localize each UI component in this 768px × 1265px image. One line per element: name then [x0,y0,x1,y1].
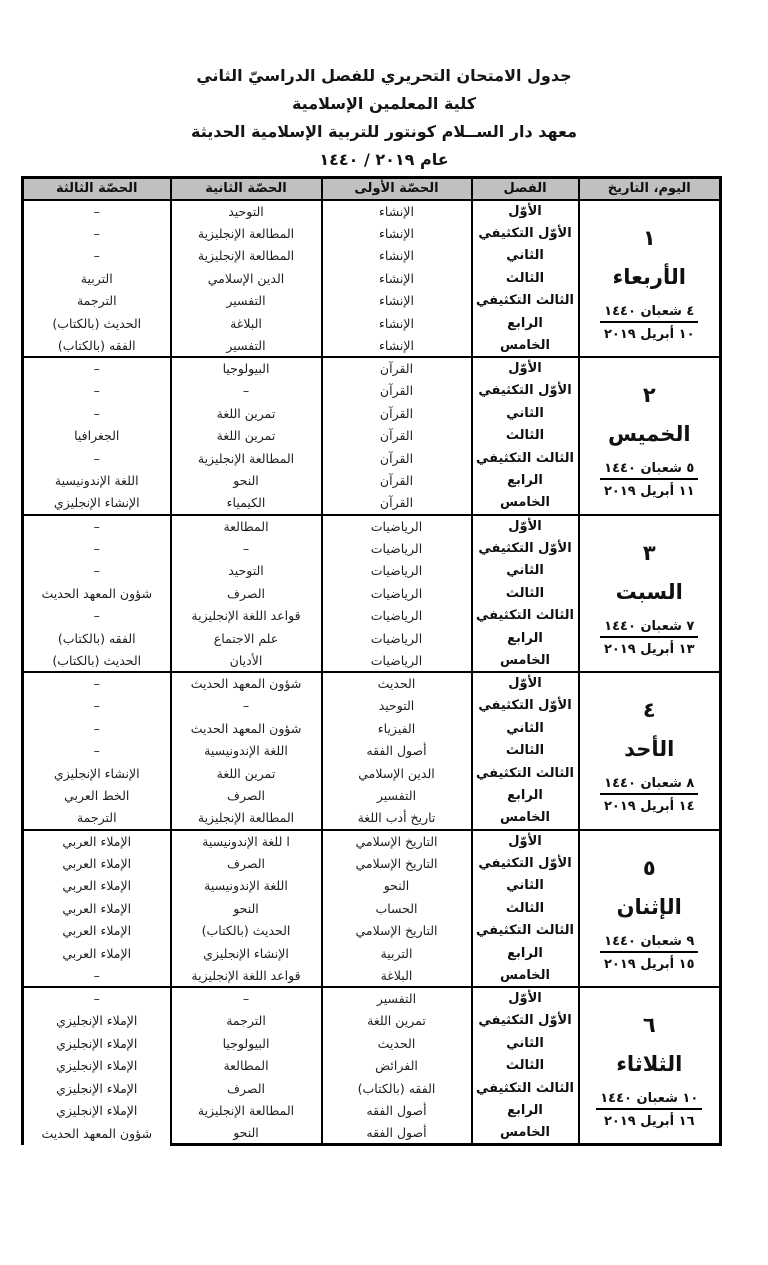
period-2-subject: اللغة الإندونيسية [171,740,322,763]
period-3-subject: – [23,537,171,560]
period-1-subject: النحو [322,875,472,898]
period-2-subject: البلاغة [171,312,322,335]
day-number: ٥ [642,855,656,880]
exam-schedule-table [21,176,722,1146]
class-cell: الأوّل التكثيفي [472,537,579,560]
day-number: ٣ [642,540,656,565]
period-2-subject: التفسير [171,290,322,313]
class-cell: الخامس [472,1122,579,1145]
schedule-row [23,515,721,538]
hijri-date [580,461,720,480]
schedule-row [23,357,721,380]
day-date-cell [579,830,721,988]
period-2-subject: اللغة الإندونيسية [171,875,322,898]
class-cell: الثالث [472,267,579,290]
class-cell: الثالث [472,425,579,448]
period-1-subject: الحساب [322,897,472,920]
day-block-2 [23,357,721,515]
class-cell: الأوّل [472,357,579,380]
hijri-date [580,304,720,323]
period-1-subject: تمرين اللغة [322,1010,472,1033]
period-1-subject: القرآن [322,357,472,380]
period-1-subject: البلاغة [322,965,472,988]
period-1-subject: القرآن [322,470,472,493]
period-3-subject: الحديث (بالكتاب) [23,312,171,335]
day-name: السبت [615,579,683,604]
class-cell: الأوّل [472,672,579,695]
class-cell: الثالث التكثيفي [472,290,579,313]
period-3-subject: الإملاء الإنجليزي [23,1055,171,1078]
class-cell: الخامس [472,335,579,358]
day-date-cell [579,200,721,358]
period-2-subject: الصرف [171,852,322,875]
class-cell: الثاني [472,402,579,425]
period-3-subject: الترجمة [23,807,171,830]
period-2-subject: ا للغة الإندونيسية [171,830,322,853]
period-1-subject: الرياضيات [322,650,472,673]
period-1-subject: أصول الفقه [322,1100,472,1123]
class-cell: الثالث [472,582,579,605]
gregorian-date: ١١ أبريل ٢٠١٩ [603,484,695,500]
period-1-subject: الإنشاء [322,290,472,313]
period-2-subject: الأديان [171,650,322,673]
period-2-subject: البيولوجيا [171,357,322,380]
period-1-subject: التفسير [322,987,472,1010]
class-cell: الخامس [472,492,579,515]
class-cell: الرابع [472,312,579,335]
class-cell: الثالث التكثيفي [472,920,579,943]
hijri-date-text: ٩ شعبان ١٤٤٠ [600,934,698,953]
period-1-subject: الحديث [322,672,472,695]
period-3-subject: شؤون المعهد الحديث [23,582,171,605]
class-cell: الثالث [472,740,579,763]
period-2-subject: الحديث (بالكتاب) [171,920,322,943]
period-2-subject: الصرف [171,1077,322,1100]
period-2-subject: شؤون المعهد الحديث [171,717,322,740]
period-3-subject: الفقه (بالكتاب) [23,335,171,358]
day-date-cell [579,672,721,830]
class-cell: الأوّل [472,515,579,538]
class-cell: الثالث التكثيفي [472,605,579,628]
period-2-subject: – [171,380,322,403]
period-1-subject: القرآن [322,447,472,470]
period-2-subject: تمرين اللغة [171,425,322,448]
period-1-subject: الرياضيات [322,605,472,628]
period-1-subject: الرياضيات [322,515,472,538]
period-3-subject: اللغة الإندونيسية [23,470,171,493]
gregorian-date: ١٥ أبريل ٢٠١٩ [603,956,695,972]
class-cell: الأوّل التكثيفي [472,222,579,245]
period-1-subject: الإنشاء [322,245,472,268]
period-2-subject: – [171,987,322,1010]
document-title: جدول الامتحان التحريري للفصل الدراسيّ الثاني [196,66,572,85]
period-3-subject: – [23,380,171,403]
class-cell: الأوّل [472,987,579,1010]
day-name: الأحد [624,737,675,762]
schedule-row [23,672,721,695]
class-cell: الرابع [472,470,579,493]
hijri-date-text: ٨ شعبان ١٤٤٠ [600,776,698,795]
period-1-subject: الإنشاء [322,222,472,245]
schedule-row [23,987,721,1010]
period-3-subject: شؤون المعهد الحديث [23,1122,171,1145]
class-cell: الأوّل [472,830,579,853]
period-3-subject: الإملاء العربي [23,920,171,943]
period-3-subject: الإملاء الإنجليزي [23,1100,171,1123]
class-cell: الثاني [472,875,579,898]
period-2-subject: شؤون المعهد الحديث [171,672,322,695]
header-class: الفصل [472,178,579,200]
class-cell: الثاني [472,560,579,583]
period-1-subject: الإنشاء [322,312,472,335]
period-3-subject: – [23,965,171,988]
period-1-subject: الرياضيات [322,627,472,650]
day-number: ١ [642,225,656,250]
period-3-subject: الإملاء الإنجليزي [23,1077,171,1100]
period-3-subject: الترجمة [23,290,171,313]
class-cell: الخامس [472,965,579,988]
period-3-subject: الإملاء العربي [23,830,171,853]
hijri-date [580,776,720,795]
period-3-subject: – [23,222,171,245]
period-3-subject: – [23,605,171,628]
period-3-subject: – [23,695,171,718]
class-cell: الرابع [472,785,579,808]
period-1-subject: الإنشاء [322,335,472,358]
period-3-subject: – [23,740,171,763]
header-day-date: اليوم، التاريخ [579,178,721,200]
day-block-5 [23,830,721,988]
day-block-1 [23,200,721,358]
period-1-subject: الفقه (بالكتاب) [322,1077,472,1100]
class-cell: الأوّل التكثيفي [472,852,579,875]
period-1-subject: الإنشاء [322,200,472,223]
period-3-subject: – [23,717,171,740]
class-cell: الأوّل [472,200,579,223]
schedule-row [23,200,721,223]
class-cell: الثالث [472,897,579,920]
period-1-subject: التفسير [322,785,472,808]
period-2-subject: المطالعة الإنجليزية [171,1100,322,1123]
class-cell: الثالث التكثيفي [472,1077,579,1100]
period-1-subject: التوحيد [322,695,472,718]
class-cell: الرابع [472,627,579,650]
institute-name: معهد دار الســلام كونتور للتربية الإسلامية الحديثة [191,122,577,141]
hijri-date-text: ٧ شعبان ١٤٤٠ [600,619,698,638]
period-3-subject: – [23,357,171,380]
period-3-subject: الإملاء العربي [23,897,171,920]
period-2-subject: المطالعة الإنجليزية [171,222,322,245]
gregorian-date: ١٤ أبريل ٢٠١٩ [603,799,695,815]
class-cell: الرابع [472,1100,579,1123]
day-number: ٢ [642,383,656,408]
class-cell: الثالث التكثيفي [472,762,579,785]
period-1-subject: القرآن [322,425,472,448]
period-1-subject: أصول الفقه [322,1122,472,1145]
period-3-subject: – [23,515,171,538]
period-3-subject: الفقه (بالكتاب) [23,627,171,650]
period-2-subject: المطالعة الإنجليزية [171,245,322,268]
day-name: الخميس [607,422,691,447]
day-date-cell [579,987,721,1145]
hijri-date [580,619,720,638]
class-cell: الأوّل التكثيفي [472,1010,579,1033]
period-2-subject: المطالعة الإنجليزية [171,807,322,830]
header-period-1: الحصّة الأولى [322,178,472,200]
gregorian-date: ١٣ أبريل ٢٠١٩ [603,641,695,657]
day-block-4 [23,672,721,830]
period-3-subject: – [23,402,171,425]
schedule-row [23,830,721,853]
period-2-subject: المطالعة الإنجليزية [171,447,322,470]
class-cell: الخامس [472,807,579,830]
day-number: ٤ [642,698,656,723]
period-3-subject: – [23,987,171,1010]
period-2-subject: الترجمة [171,1010,322,1033]
period-2-subject: الصرف [171,582,322,605]
period-3-subject: – [23,672,171,695]
college-name: كلية المعلمين الإسلامية [291,94,477,113]
period-1-subject: الرياضيات [322,582,472,605]
period-2-subject: – [171,695,322,718]
class-cell: الثالث التكثيفي [472,447,579,470]
class-cell: الأوّل التكثيفي [472,695,579,718]
period-3-subject: الإملاء الإنجليزي [23,1010,171,1033]
document-header [0,0,768,174]
hijri-date-text: ١٠ شعبان ١٤٤٠ [596,1091,702,1110]
day-block-3 [23,515,721,673]
day-name: الإثنان [616,894,682,919]
hijri-date [580,1091,720,1110]
period-3-subject: – [23,447,171,470]
period-1-subject: الدين الإسلامي [322,762,472,785]
period-2-subject: النحو [171,897,322,920]
period-1-subject: التاريخ الإسلامي [322,920,472,943]
hijri-date-text: ٥ شعبان ١٤٤٠ [600,461,698,480]
period-2-subject: الإنشاء الإنجليزي [171,942,322,965]
period-1-subject: تاريخ أدب اللغة [322,807,472,830]
day-date-cell [579,357,721,515]
period-2-subject: النحو [171,1122,322,1145]
period-1-subject: التاريخ الإسلامي [322,830,472,853]
day-name: الثلاثاء [616,1052,683,1076]
period-2-subject: – [171,537,322,560]
period-3-subject: الإملاء العربي [23,852,171,875]
header-period-2: الحصّة الثانية [171,178,322,200]
class-cell: الأوّل التكثيفي [472,380,579,403]
class-cell: الثالث [472,1055,579,1078]
period-3-subject: التربية [23,267,171,290]
period-3-subject: الجغرافيا [23,425,171,448]
period-2-subject: التوحيد [171,200,322,223]
period-1-subject: التربية [322,942,472,965]
period-1-subject: الحديث [322,1032,472,1055]
period-2-subject: قواعد اللغة الإنجليزية [171,605,322,628]
period-2-subject: التوحيد [171,560,322,583]
period-1-subject: الإنشاء [322,267,472,290]
period-3-subject: – [23,200,171,223]
period-1-subject: القرآن [322,380,472,403]
table-header-row [23,178,721,200]
period-3-subject: الإملاء العربي [23,942,171,965]
period-1-subject: الفيزياء [322,717,472,740]
period-3-subject: – [23,560,171,583]
day-number: ٦ [642,1013,656,1037]
gregorian-date: ١٠ أبريل ٢٠١٩ [603,326,695,342]
hijri-date [580,934,720,953]
period-3-subject: الخط العربي [23,785,171,808]
period-1-subject: الرياضيات [322,560,472,583]
class-cell: الثاني [472,245,579,268]
period-2-subject: تمرين اللغة [171,762,322,785]
period-2-subject: النحو [171,470,322,493]
class-cell: الرابع [472,942,579,965]
header-period-3: الحصّة الثالثة [23,178,171,200]
period-2-subject: تمرين اللغة [171,402,322,425]
gregorian-date: ١٦ أبريل ٢٠١٩ [603,1114,695,1129]
day-date-cell [579,515,721,673]
period-1-subject: أصول الفقه [322,740,472,763]
period-3-subject: الحديث (بالكتاب) [23,650,171,673]
hijri-date-text: ٤ شعبان ١٤٤٠ [600,304,698,323]
period-1-subject: الفرائض [322,1055,472,1078]
class-cell: الخامس [472,650,579,673]
class-cell: الثاني [472,1032,579,1055]
period-3-subject: الإنشاء الإنجليزي [23,492,171,515]
day-block-6 [23,987,721,1145]
period-2-subject: الدين الإسلامي [171,267,322,290]
period-2-subject: الكيمياء [171,492,322,515]
period-1-subject: التاريخ الإسلامي [322,852,472,875]
day-name: الأربعاء [612,264,686,289]
period-1-subject: القرآن [322,402,472,425]
period-2-subject: علم الاجتماع [171,627,322,650]
period-2-subject: الصرف [171,785,322,808]
period-2-subject: قواعد اللغة الإنجليزية [171,965,322,988]
period-2-subject: المطالعة [171,1055,322,1078]
period-3-subject: الإملاء العربي [23,875,171,898]
period-3-subject: الإنشاء الإنجليزي [23,762,171,785]
academic-year: عام ٢٠١٩ / ١٤٤٠ [319,150,449,169]
period-1-subject: القرآن [322,492,472,515]
period-2-subject: المطالعة [171,515,322,538]
period-3-subject: – [23,245,171,268]
class-cell: الثاني [472,717,579,740]
period-3-subject: الإملاء الإنجليزي [23,1032,171,1055]
period-1-subject: الرياضيات [322,537,472,560]
period-2-subject: التفسير [171,335,322,358]
period-2-subject: البيولوجيا [171,1032,322,1055]
